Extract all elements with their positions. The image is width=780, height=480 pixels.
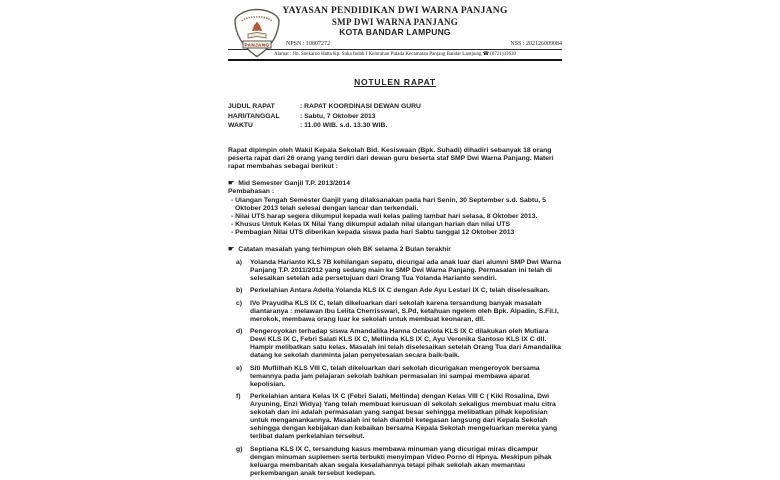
pointing-hand-icon: ☛	[228, 245, 235, 253]
lettered-item-a	[236, 259, 562, 283]
lettered-item-d	[236, 328, 562, 360]
section-subheading: Pembahasan :	[228, 188, 275, 196]
letterhead	[228, 6, 562, 61]
list-item: - Khusus Untuk Kelas IX Nilai Yang dikumpul adalah nilai ulangan harian dan nilai UTS	[231, 220, 510, 228]
section-heading-text: Mid Semester Ganjil T.P. 2013/2014	[238, 179, 350, 187]
lettered-item-c	[236, 300, 562, 324]
item-text: Septiana KLS IX C, tersandung kasus membawa minuman yang dicurigai miras dicampur dengan minuman suplemen serta terbukti menyimpan Video Porno di Hpnya. Meskipun pihak keluarga membantah akan segala kesalahannya tetapi pihak sekolah akan memantau perkembangan anak tersebut kedepan.	[250, 445, 552, 477]
item-letter: a)	[236, 258, 243, 266]
item-letter: d)	[236, 328, 243, 336]
item-letter: f)	[236, 393, 241, 401]
lettered-item-g	[236, 446, 562, 478]
meta-label: WAKTU	[228, 122, 253, 130]
school-logo-icon	[230, 8, 284, 58]
item-letter: c)	[236, 299, 243, 307]
meeting-meta	[228, 102, 562, 131]
list-item: - Pembagian Nilai UTS diberikan kepada siswa pada hari Sabtu tanggal 12 Oktober 2013	[231, 228, 515, 236]
lettered-item-e	[236, 365, 562, 389]
item-letter: g)	[236, 445, 243, 453]
meta-row-waktu	[228, 121, 562, 131]
item-letter: e)	[236, 364, 243, 372]
document-title: NOTULEN RAPAT	[354, 77, 436, 87]
section-heading	[228, 180, 562, 189]
school-address: Alamat : Jln. Soekarno Hatta Kp. Suka Indah I Kelurahan Pidada Kecamatan Panjang Bandar Lampung ☎ (0721)33630	[274, 51, 516, 57]
meta-row-hari	[228, 112, 562, 122]
item-text: Yolanda Harianto KLS 7B kehilangan sepatu, dicurigai ada anak luar dari alumni SMP Dwi Warna Panjang T.P. 2011/2012 yang sedang main ke SMP Dwi Warna Panjang. Permasalan ini telah di selesaikan setelah ada persetujuan dari Orang Tua Yolanda Harianto sendiri.	[250, 258, 562, 282]
intro-paragraph: Rapat dipimpin oleh Wakil Kepala Sekolah Bid. Kesiswaan (Bpk. Suhadi) dihadiri sebanyak 18 orang peserta rapat dari 26 orang yang terdiri dari dewan guru beserta staf SMP Dwi Warna Panjang. Materi rapat membahas sebagai berikut :	[228, 146, 554, 170]
section-heading-text: Catatan masalah yang terhimpun oleh BK selama 2 Bulan terakhir	[238, 245, 451, 253]
item-text: Perkelahian antara Kelas IX C (Febri Salati, Mellinda) dengan Kelas VIII C ( Kiki Rosalina, Dwi Aryuning, Enzi Widya) Yang telah membuat kerusuan di sekolah sekaligus membuat malu citra sekolah dan ini adalah permasalan yang sangat besar sehingga melibatkan pihak kepolisian untuk mengamankannya. Masalah ini telah diambil ketegasan langsung dari Kepala Sekolah sehingga dengan kebijakan dan kebaikan bersama Kepala Sekolah mengeluarkan mereka yang terlibat dalam perkelahian tersebut.	[250, 393, 558, 441]
section-heading	[228, 246, 562, 255]
school-name: SMP DWI WARNA PANJANG	[331, 17, 459, 27]
meta-label: HARI/TANGGAL	[228, 112, 280, 120]
lettered-item-b	[236, 287, 562, 295]
meta-value: : 11.00 WIB. s.d. 13.30 WIB.	[300, 122, 388, 130]
section-catatan-bk	[228, 246, 562, 478]
meta-value: : Sabtu, 7 Oktober 2013	[300, 112, 376, 120]
list-item: - Nilai UTS harap segera dikumpul kepada wali kelas paling lambat hari selasa, 8 Oktober 2013.	[231, 212, 538, 220]
item-text: Siti Muflilhah KLS VIII C, telah dikeluarkan dari sekolah dicurigakan mengeroyok bersama temannya pada jam pelajaran sekolah bahkan permasalan ini sampai membawa aparat kepolisian.	[250, 364, 540, 388]
document-content	[228, 6, 562, 478]
foundation-name: YAYASAN PENDIDIKAN DWI WARNA PANJANG	[282, 6, 508, 16]
item-letter: b)	[236, 287, 243, 295]
pointing-hand-icon: ☛	[228, 179, 235, 187]
item-text: Pengeroyokan terhadap siswa Amandalika Hanna Octaviola KLS IX C dilakukan oleh Mutiara Dewi KLS IX C, Febri Salati KLS IX C, Mellinda KLS IX C, Ayu Veronika Santoso KLS IX C dll. Hampir melibatkan satu kelas. Masalah ini telah diselesaikan setelah Orang Tua dari Amandalika datang ke sekolah danminta jalan penyelesaian secara baik-baik.	[250, 328, 561, 360]
nss-number: NSS : 202126009084	[510, 41, 562, 47]
city-name: KOTA BANDAR LAMPUNG	[339, 27, 451, 37]
lettered-item-f	[236, 393, 562, 441]
item-text: Perkelahian Antara Adella Yolanda KLS IX C dengan Ade Ayu Lestari IX C, telah diselesaikan.	[250, 287, 550, 295]
letterhead-divider-thick	[228, 59, 562, 61]
section-mid-semester	[228, 180, 562, 237]
list-item: - Ulangan Tengah Semester Ganjil yang dilaksanakan pada hari Senin, 30 September s.d. Sabtu, 5 Oktober 2013 telah selesai dengan lancar dan terkendali.	[231, 196, 546, 212]
logo-banner-text: PANJANG	[244, 42, 270, 48]
item-text: IVo Prayudha KLS IX C, telah dikeluarkan dari sekolah karena tersandung banyak masalah diantaranya : melawan Ibu Lelita Cherrisswari, S.Pd, ketahuan ngelem oleh Bpk. Alpadin, S.Fil.I, merokok, membawa orang luar ke sekolah untuk membuat keonaran, dll.	[250, 299, 559, 323]
meta-label: JUDUL RAPAT	[228, 103, 275, 110]
npsn-number: NPSN : 10807272	[286, 41, 331, 47]
meta-row-judul	[228, 102, 562, 112]
meta-value: : RAPAT KOORDINASI DEWAN GURU	[300, 103, 421, 110]
